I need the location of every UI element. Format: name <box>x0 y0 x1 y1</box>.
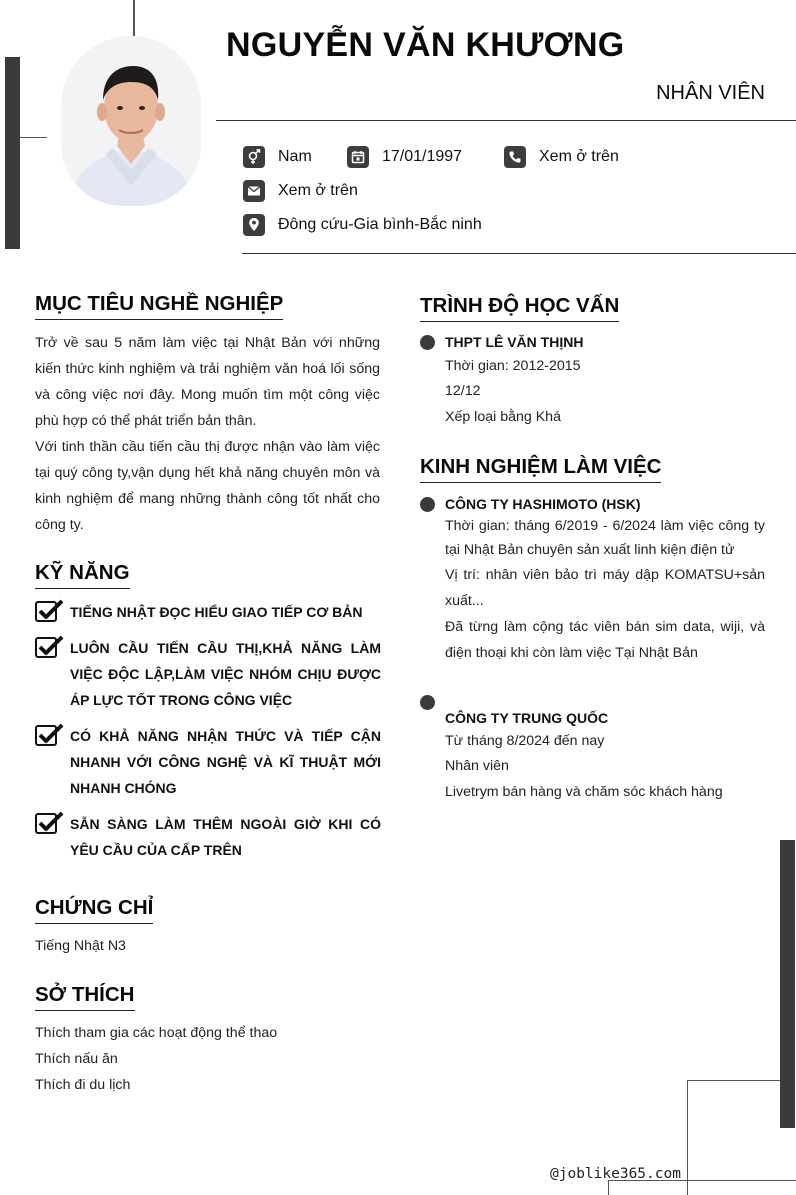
company-name: CÔNG TY TRUNG QUỐC <box>445 710 609 726</box>
certificate-item: Tiếng Nhật N3 <box>35 938 126 954</box>
experience-title: KINH NGHIỆM LÀM VIỆC <box>420 455 661 483</box>
corner-line-top <box>687 1080 781 1081</box>
hobby-item: Thích nấu ăn <box>35 1051 118 1067</box>
checkbox-check-icon <box>35 635 64 659</box>
education-line: 12/12 <box>445 383 481 399</box>
corner-line-left <box>687 1080 688 1195</box>
corner-line-short <box>608 1180 609 1195</box>
email-value: Xem ở trên <box>278 182 358 199</box>
school-name: THPT LÊ VĂN THỊNH <box>445 334 584 350</box>
birthday-value: 17/01/1997 <box>382 148 463 165</box>
avatar-portrait <box>61 36 201 206</box>
top-vertical-line <box>133 0 135 36</box>
info-birthday <box>347 146 462 168</box>
education-line: Thời gian: 2012-2015 <box>445 358 581 374</box>
info-email <box>243 180 358 202</box>
header-divider <box>216 120 796 121</box>
info-divider <box>242 253 796 254</box>
location-pin-icon <box>243 214 265 236</box>
education-line: Xếp loại bằng Khá <box>445 409 561 425</box>
candidate-name: NGUYỄN VĂN KHƯƠNG <box>226 26 625 64</box>
hobby-item: Thích tham gia các hoạt động thể thao <box>35 1025 278 1041</box>
info-address <box>243 214 482 236</box>
objective-paragraph-1: Trở về sau 5 năm làm việc tại Nhật Bản với những kiến thức kinh nghiệm và trải nghiệm văn hoá lối sống và công việc nơi đây. Mong muốn tìm một công việc phù hợp có thể phát triển bản thân. <box>35 335 380 429</box>
address-value: Đông cứu-Gia bình-Bắc ninh <box>278 216 482 233</box>
objective-paragraph-2: Với tinh thần cầu tiến cầu thị được nhận vào làm việc tại quý công ty,vận dụng hết khả năng chuyên môn và kinh nghiệm để mang những thành công tốt nhất cho công ty. <box>35 439 380 533</box>
certificates-title: CHỨNG CHỈ <box>35 896 153 924</box>
watermark: @joblike365.com <box>550 1166 681 1182</box>
skill-text: TIẾNG NHẬT ĐỌC HIỂU GIAO TIẾP CƠ BẢN <box>70 604 363 620</box>
skill-text: CÓ KHẢ NĂNG NHẬN THỨC VÀ TIẾP CẬN NHANH VỚI CÔNG NGHỆ VÀ KĨ THUẬT MỚI NHANH CHÓNG <box>70 728 381 796</box>
experience-line: Nhân viên <box>445 758 509 774</box>
calendar-icon <box>347 146 369 168</box>
experience-bullet <box>420 497 435 512</box>
hobby-item: Thích đi du lịch <box>35 1077 131 1093</box>
candidate-role: NHÂN VIÊN <box>656 82 765 104</box>
info-gender <box>243 146 312 168</box>
experience-line: Livetrym bán hàng và chăm sóc khách hàng <box>445 784 723 800</box>
experience-line: Vị trí: nhân viên bảo trì máy dập KOMATSU+sản xuất... <box>445 567 765 609</box>
education-bullet <box>420 335 435 350</box>
gender-icon <box>243 146 265 168</box>
skills-title: KỸ NĂNG <box>35 561 130 589</box>
left-horizontal-line <box>20 137 47 138</box>
objective-title: MỤC TIÊU NGHỀ NGHIỆP <box>35 292 283 320</box>
checkbox-check-icon <box>35 723 64 747</box>
skill-item <box>35 635 381 713</box>
experience-line: Đã từng làm cộng tác viên bán sim data, wiji, và điện thoại khi còn làm việc Tại Nhật Bản <box>445 619 765 661</box>
avatar <box>61 36 201 206</box>
left-accent-bar <box>5 57 20 249</box>
experience-line: Thời gian: tháng 6/2019 - 6/2024 làm việc công ty tại Nhật Bản chuyên sản xuất linh kiện điện tử <box>445 518 765 558</box>
phone-value: Xem ở trên <box>539 148 619 165</box>
company-name: CÔNG TY HASHIMOTO (HSK) <box>445 496 641 512</box>
phone-icon <box>504 146 526 168</box>
checkbox-check-icon <box>35 599 64 623</box>
skill-text: SẴN SÀNG LÀM THÊM NGOÀI GIỜ KHI CÓ YÊU CẦU CỦA CẤP TRÊN <box>70 816 381 858</box>
hobbies-title: SỞ THÍCH <box>35 983 135 1011</box>
skill-text: LUÔN CẦU TIẾN CẦU THỊ,KHẢ NĂNG LÀM VIỆC ĐỘC LẬP,LÀM VIỆC NHÓM CHỊU ĐƯỢC ÁP LỰC TỐT TRONG CÔNG VIỆC <box>70 640 381 708</box>
skill-item <box>35 723 381 801</box>
checkbox-check-icon <box>35 811 64 835</box>
skill-item <box>35 811 381 863</box>
info-phone <box>504 146 619 168</box>
experience-line: Từ tháng 8/2024 đến nay <box>445 733 605 749</box>
right-accent-bar <box>780 840 795 1128</box>
education-title: TRÌNH ĐỘ HỌC VẤN <box>420 294 619 322</box>
experience-bullet <box>420 695 435 710</box>
mail-icon <box>243 180 265 202</box>
skill-item <box>35 599 381 625</box>
gender-value: Nam <box>278 148 312 165</box>
